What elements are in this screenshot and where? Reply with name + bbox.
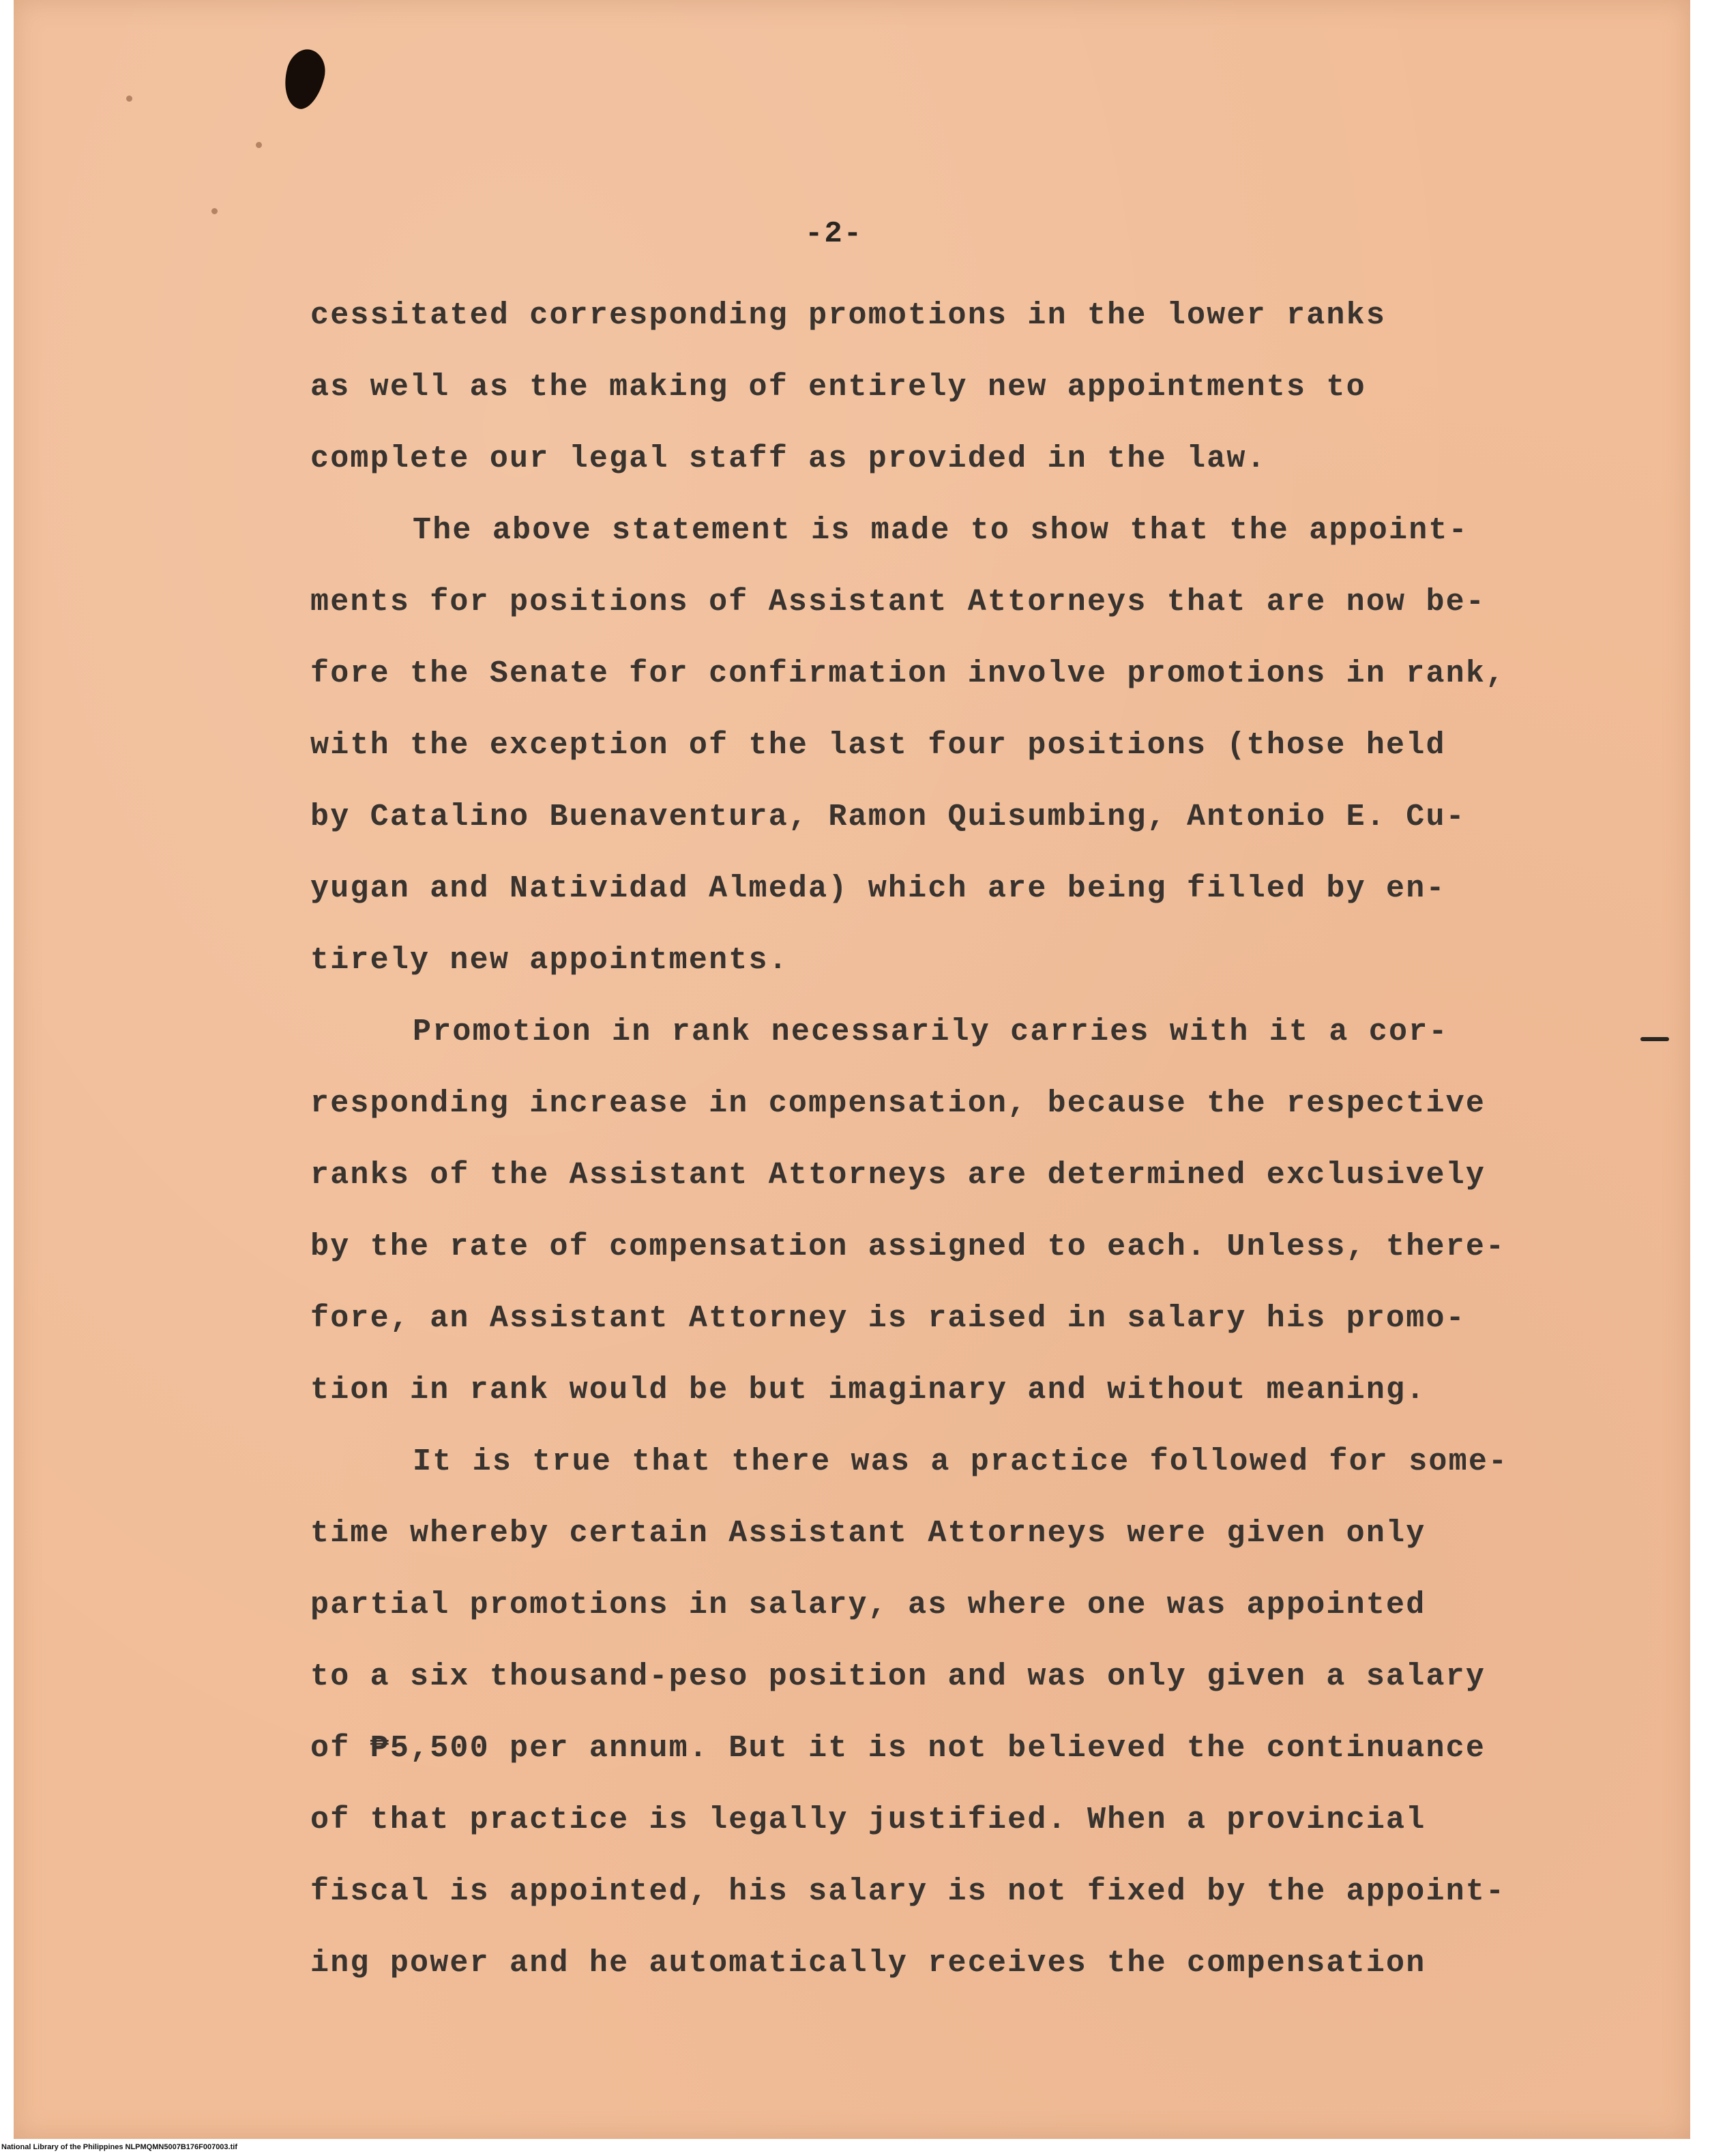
text-line: by Catalino Buenaventura, Ramon Quisumbing, Antonio E. Cu- [310, 800, 1466, 834]
text-line: ranks of the Assistant Attorneys are determined exclusively [310, 1158, 1486, 1193]
scan-caption: National Library of the Philippines NLPMQMN5007B176F007003.tif [1, 2143, 237, 2151]
text-line: tion in rank would be but imaginary and without meaning. [310, 1373, 1426, 1408]
text-line: of ₱5,500 per annum. But it is not believed the continuance [310, 1731, 1486, 1766]
paragraph-first-line: Promotion in rank necessarily carries with it a cor- [413, 1015, 1449, 1049]
paper-speck [126, 96, 132, 102]
text-line: to a six thousand-peso position and was only given a salary [310, 1659, 1486, 1694]
text-line: tirely new appointments. [310, 943, 788, 978]
text-line: fore, an Assistant Attorney is raised in salary his promo- [310, 1301, 1466, 1336]
text-line: time whereby certain Assistant Attorneys were given only [310, 1516, 1426, 1551]
text-line: of that practice is legally justified. When a provincial [310, 1803, 1426, 1837]
text-line: fiscal is appointed, his salary is not fixed by the appoint- [310, 1874, 1506, 1909]
text-line: complete our legal staff as provided in the law. [310, 441, 1267, 476]
text-line: ments for positions of Assistant Attorneys that are now be- [310, 585, 1486, 620]
text-line: by the rate of compensation assigned to each. Unless, there- [310, 1229, 1506, 1264]
paragraph-first-line: The above statement is made to show that the appoint- [413, 513, 1469, 548]
text-line: fore the Senate for confirmation involve promotions in rank, [310, 656, 1506, 691]
text-line: cessitated corresponding promotions in the lower ranks [310, 298, 1387, 333]
text-line: ing power and he automatically receives the compensation [310, 1946, 1426, 1981]
scan-footer [0, 2139, 1710, 2156]
page-number: -2- [805, 217, 864, 251]
text-line: with the exception of the last four positions (those held [310, 728, 1446, 763]
paragraph-first-line: It is true that there was a practice followed for some- [413, 1444, 1509, 1479]
text-line: responding increase in compensation, because the respective [310, 1086, 1486, 1121]
text-line: yugan and Natividad Almeda) which are being filled by en- [310, 871, 1446, 906]
margin-mark [1640, 1037, 1669, 1041]
typed-body-text [310, 280, 1606, 1999]
paper-speck [211, 208, 218, 214]
ink-blot [278, 46, 330, 113]
document-page [14, 0, 1690, 2139]
text-line: partial promotions in salary, as where one was appointed [310, 1588, 1426, 1622]
paper-speck [256, 142, 262, 148]
text-line: as well as the making of entirely new appointments to [310, 370, 1366, 405]
